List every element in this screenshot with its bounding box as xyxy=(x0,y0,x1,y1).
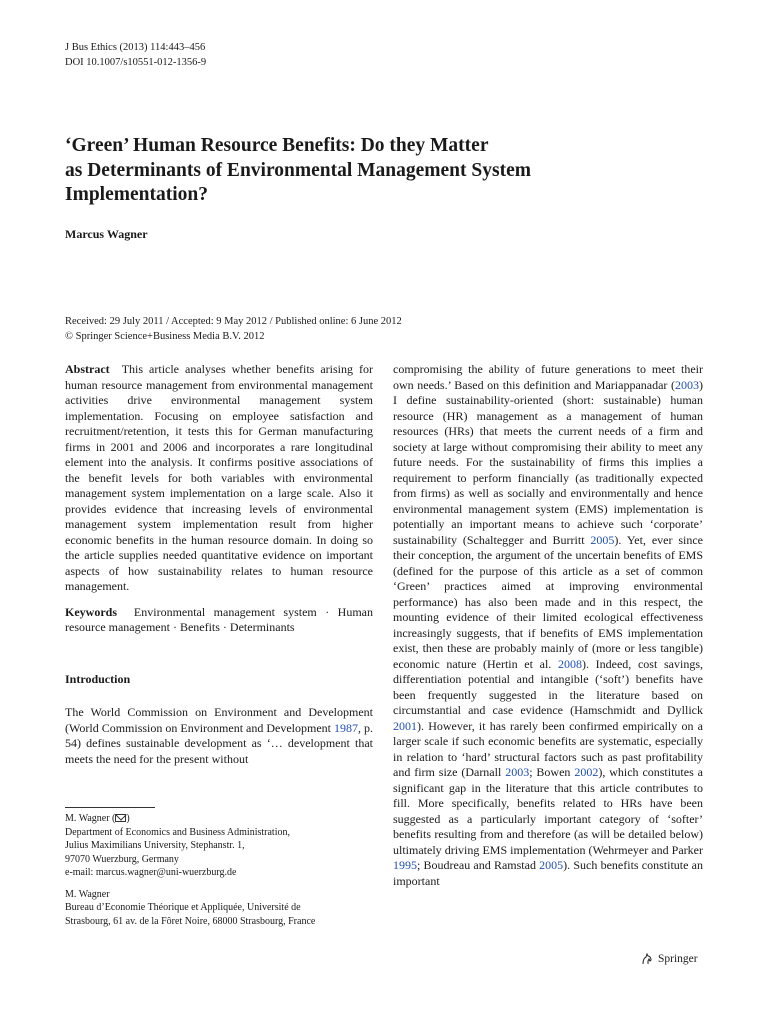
citation-link[interactable]: 1987 xyxy=(334,720,358,735)
article-title: ‘Green’ Human Resource Benefits: Do they Matter as Determinants of Environmental Management System Implementation? xyxy=(65,135,531,205)
affiliations xyxy=(65,812,385,936)
footnote-divider xyxy=(65,807,155,808)
journal-citation: J Bus Ethics (2013) 114:443–456 xyxy=(65,42,206,53)
author-name: Marcus Wagner xyxy=(65,227,148,241)
right-column xyxy=(393,362,703,889)
citation-link[interactable]: 2001 xyxy=(393,718,417,733)
intro-paragraph: The World Commission on Environment and Development (World Commission on Environment and Development 1987, p. 54) defines sustainable development as ‘… development that meets the need for the present without xyxy=(65,705,373,766)
publisher-name: Springer xyxy=(658,953,698,965)
keywords-text: Environmental management system · Human resource management · Benefits · Determinants xyxy=(65,604,373,634)
citation-link[interactable]: 2008 xyxy=(557,656,582,671)
citation-link[interactable]: 2003 xyxy=(675,377,699,392)
citation-link[interactable]: 2005 xyxy=(590,532,615,547)
affiliation-1: M. Wagner ( ) Department of Economics and Business Administration, Julius Maximilians University, Stephanstr. 1, 97070 Wuerzburg, Germany e-mail: marcus.wagner@uni-wuerzburg.de xyxy=(65,813,290,878)
citation-link[interactable]: 2005 xyxy=(539,858,564,872)
keywords xyxy=(65,605,373,636)
springer-horse-icon xyxy=(640,952,654,966)
abstract-heading: Abstract xyxy=(65,362,110,376)
introduction-heading: Introduction xyxy=(65,671,131,686)
envelope-icon xyxy=(115,814,126,822)
abstract-text: This article analyses whether benefits arising for human resource management from environmental management activities drive environmental management system implementation. Focusing on employee satisfaction and recruitment/retention, it tests this for German manufacturing firms in 2001 and 2006 and incorporates a rare longitudinal element into the analysis. It confirms positive associations of the benefit levels for both variables with environmental management system implementation on a large scale. Also it provides evidence that increasing levels of environmental management system implementation result from higher economic benefits in the human resource domain. In doing so the article supplies needed quantitative evidence on important aspects of how sustainability relates to human resource management. xyxy=(65,362,374,593)
publisher-footer xyxy=(640,952,698,966)
citation-link[interactable]: 2003 xyxy=(505,765,530,779)
left-column xyxy=(65,362,373,767)
citation-link[interactable]: 2002 xyxy=(574,765,599,779)
keywords-heading: Keywords xyxy=(65,604,117,619)
email[interactable]: e-mail: marcus.wagner@uni-wuerzburg.de xyxy=(65,867,237,878)
affiliation-2: M. Wagner Bureau d’Economie Théorique et Appliquée, Université de Strasbourg, 61 av. de la Fôret Noire, 68000 Strasbourg, France xyxy=(65,888,316,927)
journal-meta xyxy=(65,40,206,70)
publication-dates: Received: 29 July 2011 / Accepted: 9 May 2012 / Published online: 6 June 2012 © Springer Science+Business Media B.V. 2012 xyxy=(65,316,402,342)
copyright: © Springer Science+Business Media B.V. 2012 xyxy=(65,331,265,342)
citation-link[interactable]: 1995 xyxy=(393,858,417,872)
doi: DOI 10.1007/s10551-012-1356-9 xyxy=(65,57,207,68)
abstract xyxy=(65,362,373,595)
body-paragraph: compromising the ability of future generations to meet their own needs.’ Based on this definition and Mariappanadar (2003) I define sustainability-oriented (short: sustainable) human resource (HR) management as a management of human resources (HRs) that meets the current needs of a firm and society at large without compromising their ability to meet any future needs. For the sustainability of firms this implies a requirement to perform financially (as traditionally expected from firms) as well as socially and environmentally and hence environmental management system (EMS) implementation is potentially an important means to achieve such ‘corporate’ sustainability (Schaltegger and Burritt 2005). Yet, ever since their conception, the argument of the uncertain benefits of EMS (defined for the purpose of this article as a set of common ‘Green’ practices aimed at improving environmental performance) has also been made and in this respect, the mounting evidence of their limited ecological effectiveness increasingly suggests, that if benefits of EMS implementation exist, then these are probably mainly of (more or less tangible) economic nature (Hertin et al. 2008). Indeed, cost savings, differentiation potential and intangible (‘soft’) benefits have been frequently suggested in the literature based on circumstantial and case evidence (Hamschmidt and Dyllick 2001). However, it has rarely been confirmed empirically on a larger scale if such economic benefits are systematic, especially in relation to ‘hard’ structural factors such as past profitability and firm size (Darnall 2003; Bowen 2002), which constitutes a significant gap in the literature that this article contributes to fill. More specifically, benefits related to HRs have been suggested as a particularly important category of ‘softer’ benefits resulting from and therefore (as will be detailed below) ultimately driving EMS implementation (Wehrmeyer and Parker 1995; Boudreau and Ramstad 2005). Such benefits constitute an important xyxy=(393,362,703,888)
